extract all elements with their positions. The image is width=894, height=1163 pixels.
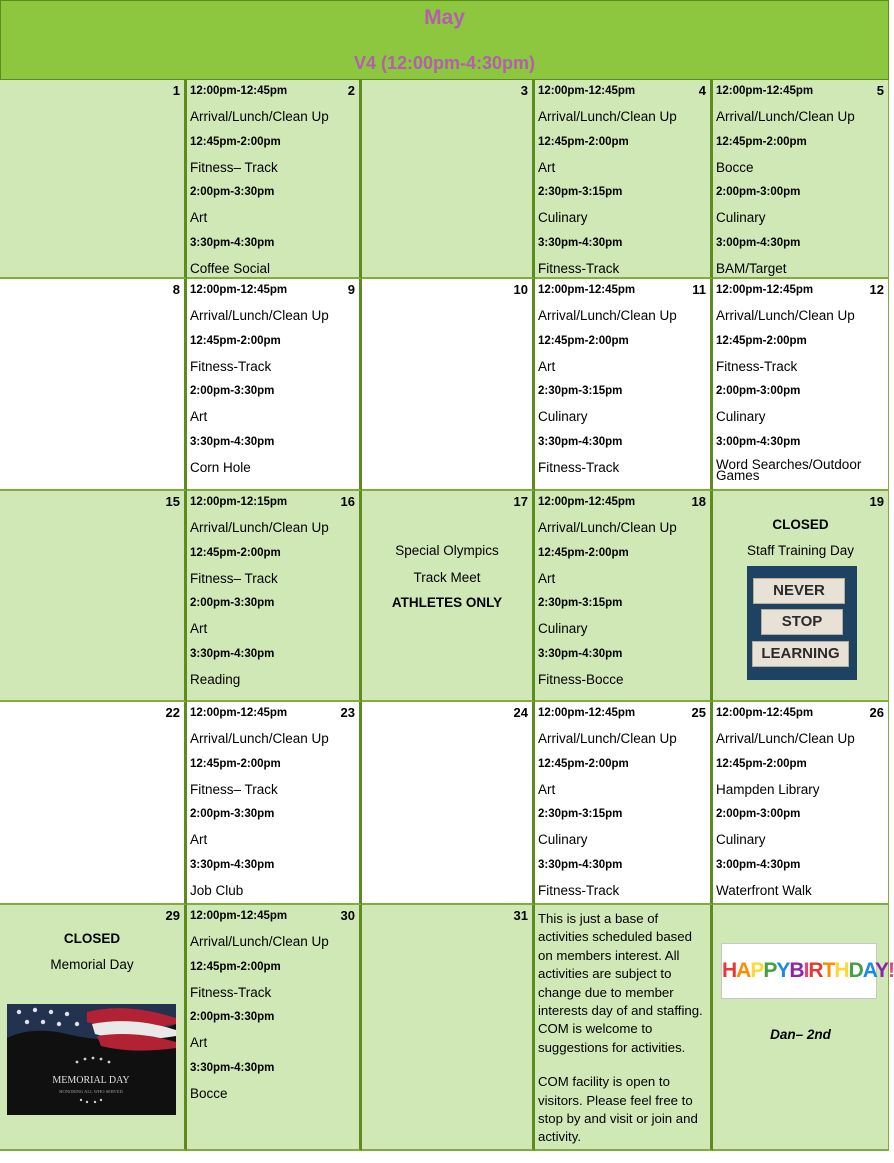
activity-name: Job Club: [190, 883, 244, 899]
schedule-list: [190, 705, 355, 907]
time-slot: 2:00pm-3:30pm: [190, 1011, 275, 1024]
activity-name: Arrival/Lunch/Clean Up: [716, 308, 855, 324]
time-slot: 2:00pm-3:00pm: [716, 186, 801, 199]
activity-name: Arrival/Lunch/Clean Up: [190, 308, 329, 324]
month-title: May: [424, 6, 465, 29]
activity-name: Arrival/Lunch/Clean Up: [190, 109, 329, 125]
activity-name: Art: [190, 621, 208, 637]
activity-name: Fitness-Track: [190, 358, 272, 374]
time-slot: 2:00pm-3:30pm: [190, 385, 275, 398]
time-slot: 3:30pm-4:30pm: [190, 1061, 275, 1074]
time-slot: 3:30pm-4:30pm: [538, 236, 623, 249]
time-slot: 12:00pm-12:45pm: [538, 85, 636, 97]
time-slot: 12:00pm-12:45pm: [190, 284, 288, 296]
day-cell: [187, 491, 362, 702]
activity-name: Bocce: [190, 1086, 228, 1102]
closed-reason: Memorial Day: [50, 957, 134, 972]
activity-name: Fitness-Track: [190, 984, 272, 1000]
time-slot: 12:45pm-2:00pm: [190, 334, 281, 347]
time-slot: 3:30pm-4:30pm: [538, 647, 623, 660]
activity-name: Hampden Library: [716, 781, 820, 797]
day-cell: [535, 491, 713, 702]
day-cell: [535, 702, 713, 905]
schedule-list: [538, 705, 706, 907]
day-cell: [0, 279, 187, 491]
day-number: 9: [347, 282, 355, 297]
time-slot: 12:00pm-12:45pm: [716, 284, 814, 296]
day-cell: [713, 702, 889, 905]
birthday-name: Dan– 2nd: [770, 1027, 831, 1042]
day-number: 10: [513, 282, 528, 297]
day-number: 24: [513, 705, 528, 720]
activity-name: Arrival/Lunch/Clean Up: [538, 520, 677, 536]
time-slot: 2:30pm-3:15pm: [538, 597, 623, 610]
activity-name: Fitness-Track: [538, 460, 620, 476]
time-slot: 3:00pm-4:30pm: [716, 858, 801, 871]
activity-name: Arrival/Lunch/Clean Up: [538, 731, 677, 747]
activity-name: Culinary: [716, 832, 766, 848]
activity-name: Corn Hole: [190, 460, 251, 476]
day-cell: [362, 491, 535, 702]
activity-name: Art: [538, 781, 556, 797]
time-slot: 2:00pm-3:30pm: [190, 597, 275, 610]
event-text: ATHLETES ONLY: [391, 595, 503, 610]
activity-name: Arrival/Lunch/Clean Up: [190, 731, 329, 747]
day-cell: [713, 80, 889, 279]
activity-name: Word Searches/Outdoor Games: [716, 457, 862, 484]
calendar-grid: [0, 80, 894, 1151]
time-slot: 2:00pm-3:00pm: [716, 808, 801, 821]
time-slot: 12:45pm-2:00pm: [538, 757, 629, 770]
activity-name: Arrival/Lunch/Clean Up: [190, 934, 329, 950]
note-paragraph: This is just a base of activities scheduled based on members interest. All activities are subject to change due to member interests day of and staffing. COM is welcome to suggestions for activities.: [538, 911, 703, 1055]
time-slot: 2:30pm-3:15pm: [538, 186, 623, 199]
time-slot: 2:30pm-3:15pm: [538, 808, 623, 821]
day-cell: [362, 279, 535, 491]
time-slot: 3:00pm-4:30pm: [716, 435, 801, 448]
schedule-list: [538, 282, 706, 484]
day-cell: [362, 905, 535, 1151]
day-number: 5: [876, 83, 884, 98]
day-cell: [713, 279, 889, 491]
schedule-list: [190, 908, 355, 1110]
activity-name: Arrival/Lunch/Clean Up: [538, 109, 677, 125]
day-number: 8: [172, 282, 180, 297]
day-cell: [535, 905, 713, 1151]
activity-name: Fitness-Track: [538, 883, 620, 899]
day-number: 4: [698, 83, 706, 98]
event-text: Track Meet: [413, 570, 481, 585]
day-cell: [535, 80, 713, 279]
activity-name: Fitness– Track: [190, 159, 278, 175]
schedule-note: [538, 910, 706, 1163]
time-slot: 12:45pm-2:00pm: [190, 757, 281, 770]
time-slot: 3:00pm-4:30pm: [716, 236, 801, 249]
activity-name: Arrival/Lunch/Clean Up: [716, 109, 855, 125]
time-slot: 12:00pm-12:45pm: [190, 707, 288, 719]
event-text: Special Olympics: [395, 543, 499, 558]
activity-name: Fitness– Track: [190, 781, 278, 797]
activity-name: Art: [538, 570, 556, 586]
time-slot: 2:00pm-3:30pm: [190, 808, 275, 821]
day-cell: [0, 905, 187, 1151]
activity-name: Arrival/Lunch/Clean Up: [190, 520, 329, 536]
schedule-list: [716, 83, 884, 285]
time-slot: 12:45pm-2:00pm: [716, 757, 807, 770]
time-slot: 12:00pm-12:45pm: [538, 496, 636, 508]
schedule-list: [190, 282, 355, 484]
activity-name: Art: [190, 1035, 208, 1051]
time-slot: 12:00pm-12:45pm: [716, 707, 814, 719]
day-number: 31: [513, 908, 528, 923]
time-slot: 3:30pm-4:30pm: [538, 435, 623, 448]
day-cell: [535, 279, 713, 491]
activity-name: Culinary: [538, 832, 588, 848]
activity-name: Culinary: [716, 409, 766, 425]
time-slot: 2:00pm-3:00pm: [716, 385, 801, 398]
day-cell: [362, 702, 535, 905]
day-number: 19: [869, 494, 884, 509]
activity-name: Fitness– Track: [190, 570, 278, 586]
time-slot: 12:00pm-12:45pm: [538, 707, 636, 719]
time-slot: 12:00pm-12:45pm: [190, 85, 288, 97]
time-slot: 2:30pm-3:15pm: [538, 385, 623, 398]
day-cell: [362, 80, 535, 279]
day-number: 17: [513, 494, 528, 509]
svg-text:HONORING ALL WHO SERVED: HONORING ALL WHO SERVED: [59, 1089, 123, 1094]
day-number: 30: [340, 908, 355, 923]
activity-name: Waterfront Walk: [716, 883, 812, 899]
day-number: 3: [520, 83, 528, 98]
never-stop-learning-image: NEVER STOP LEARNING: [747, 566, 857, 680]
activity-name: Art: [190, 210, 208, 226]
time-slot: 12:00pm-12:45pm: [538, 284, 636, 296]
svg-text:MEMORIAL DAY: MEMORIAL DAY: [52, 1075, 130, 1086]
activity-name: Art: [538, 358, 556, 374]
activity-name: Arrival/Lunch/Clean Up: [716, 731, 855, 747]
activity-name: Culinary: [538, 409, 588, 425]
calendar-header: [0, 0, 889, 80]
day-number: 2: [347, 83, 355, 98]
activity-name: Fitness-Bocce: [538, 672, 624, 688]
schedule-list: [190, 83, 355, 285]
time-slot: 12:00pm-12:15pm: [190, 496, 288, 508]
day-number: 18: [691, 494, 706, 509]
day-number: 15: [165, 494, 180, 509]
closed-reason: Staff Training Day: [746, 543, 855, 558]
activity-name: Culinary: [538, 210, 588, 226]
closed-label: CLOSED: [63, 931, 121, 946]
day-cell: [187, 905, 362, 1151]
activity-name: Art: [190, 409, 208, 425]
schedule-list: [716, 705, 884, 907]
day-number: 16: [340, 494, 355, 509]
time-slot: 12:45pm-2:00pm: [538, 135, 629, 148]
day-cell: [713, 905, 894, 1151]
day-cell: [713, 491, 889, 702]
day-number: 1: [172, 83, 180, 98]
memorial-day-flag-image: [7, 1004, 176, 1115]
day-number: 22: [165, 705, 180, 720]
activity-name: Culinary: [716, 210, 766, 226]
activity-name: Arrival/Lunch/Clean Up: [538, 308, 677, 324]
day-cell: [0, 702, 187, 905]
day-cell: [0, 80, 187, 279]
time-slot: 3:30pm-4:30pm: [190, 435, 275, 448]
day-cell: [187, 80, 362, 279]
time-slot: 12:45pm-2:00pm: [190, 135, 281, 148]
activity-name: Fitness-Track: [716, 358, 798, 374]
day-number: 29: [165, 908, 180, 923]
time-slot: 3:30pm-4:30pm: [190, 647, 275, 660]
note-paragraph: COM facility is open to visitors. Please feel free to stop by and visit or join and activity.: [538, 1074, 698, 1145]
day-cell: [0, 491, 187, 702]
time-slot: 12:45pm-2:00pm: [538, 334, 629, 347]
activity-name: Reading: [190, 672, 241, 688]
time-slot: 3:30pm-4:30pm: [538, 858, 623, 871]
day-number: 12: [869, 282, 884, 297]
happy-birthday-image: HAPPYBIRTHDAY!: [721, 943, 877, 999]
day-cell: [187, 279, 362, 491]
day-cell: [187, 702, 362, 905]
activity-name: Coffee Social: [190, 261, 271, 277]
schedule-subtitle: V4 (12:00pm-4:30pm): [353, 53, 536, 73]
schedule-list: [190, 494, 355, 696]
schedule-list: [716, 282, 884, 484]
time-slot: 12:45pm-2:00pm: [716, 334, 807, 347]
day-number: 26: [869, 705, 884, 720]
time-slot: 12:00pm-12:45pm: [716, 85, 814, 97]
day-number: 23: [340, 705, 355, 720]
time-slot: 12:00pm-12:45pm: [190, 910, 288, 922]
time-slot: 2:00pm-3:30pm: [190, 186, 275, 199]
time-slot: 3:30pm-4:30pm: [190, 858, 275, 871]
activity-name: BAM/Target: [716, 261, 787, 277]
activity-name: Bocce: [716, 159, 754, 175]
activity-name: Culinary: [538, 621, 588, 637]
day-number: 25: [691, 705, 706, 720]
schedule-list: [538, 494, 706, 696]
time-slot: 3:30pm-4:30pm: [190, 236, 275, 249]
time-slot: 12:45pm-2:00pm: [716, 135, 807, 148]
time-slot: 12:45pm-2:00pm: [190, 546, 281, 559]
schedule-list: [538, 83, 706, 285]
time-slot: 12:45pm-2:00pm: [538, 546, 629, 559]
activity-name: Art: [190, 832, 208, 848]
closed-label: CLOSED: [772, 517, 829, 532]
activity-name: Fitness-Track: [538, 261, 620, 277]
time-slot: 12:45pm-2:00pm: [190, 960, 281, 973]
activity-name: Art: [538, 159, 556, 175]
day-number: 11: [692, 282, 706, 297]
